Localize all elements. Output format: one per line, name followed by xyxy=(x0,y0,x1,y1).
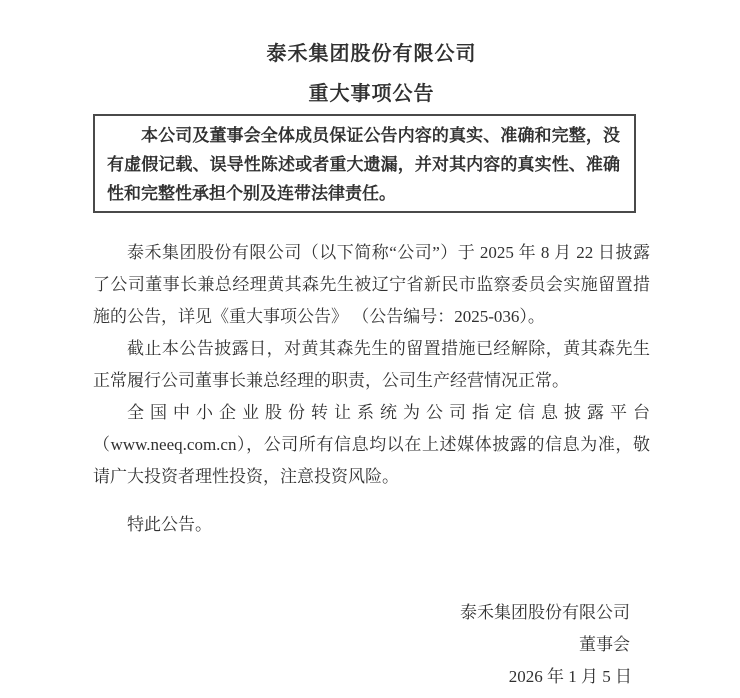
company-title: 泰禾集团股份有限公司 xyxy=(266,43,477,65)
closing-statement: 特此公告。 xyxy=(127,515,212,534)
signature-board: 董事会 xyxy=(579,635,630,654)
paragraph-platform: 全国中小企业股份转让系统为公司指定信息披露平台（www.neeq.com.cn），公司所有信息均以在上述媒体披露的信息为准，敬请广大投资者理性投资，注意投资风险。 xyxy=(93,403,650,486)
signature-block xyxy=(93,597,650,693)
signature-company: 泰禾集团股份有限公司 xyxy=(460,603,630,622)
disclaimer-box xyxy=(93,114,636,213)
paragraph-disclosure: 泰禾集团股份有限公司（以下简称“公司”）于 2025 年 8 月 22 日披露了公司董事长兼总经理黄其森先生被辽宁省新民市监察委员会实施留置措施的公告，详见《重大事项公告》 （公告编号：2025-036）。 xyxy=(93,243,650,326)
signature-date: 2026 年 1 月 5 日 xyxy=(508,667,632,686)
paragraph-release: 截止本公告披露日，对黄其森先生的留置措施已经解除，黄其森先生正常履行公司董事长兼总经理的职责，公司生产经营情况正常。 xyxy=(93,339,650,390)
disclaimer-text: 本公司及董事会全体成员保证公告内容的真实、准确和完整，没有虚假记载、误导性陈述或者重大遗漏，并对其内容的真实性、准确性和完整性承担个别及连带法律责任。 xyxy=(107,126,620,203)
announcement-subtitle: 重大事项公告 xyxy=(308,83,435,105)
